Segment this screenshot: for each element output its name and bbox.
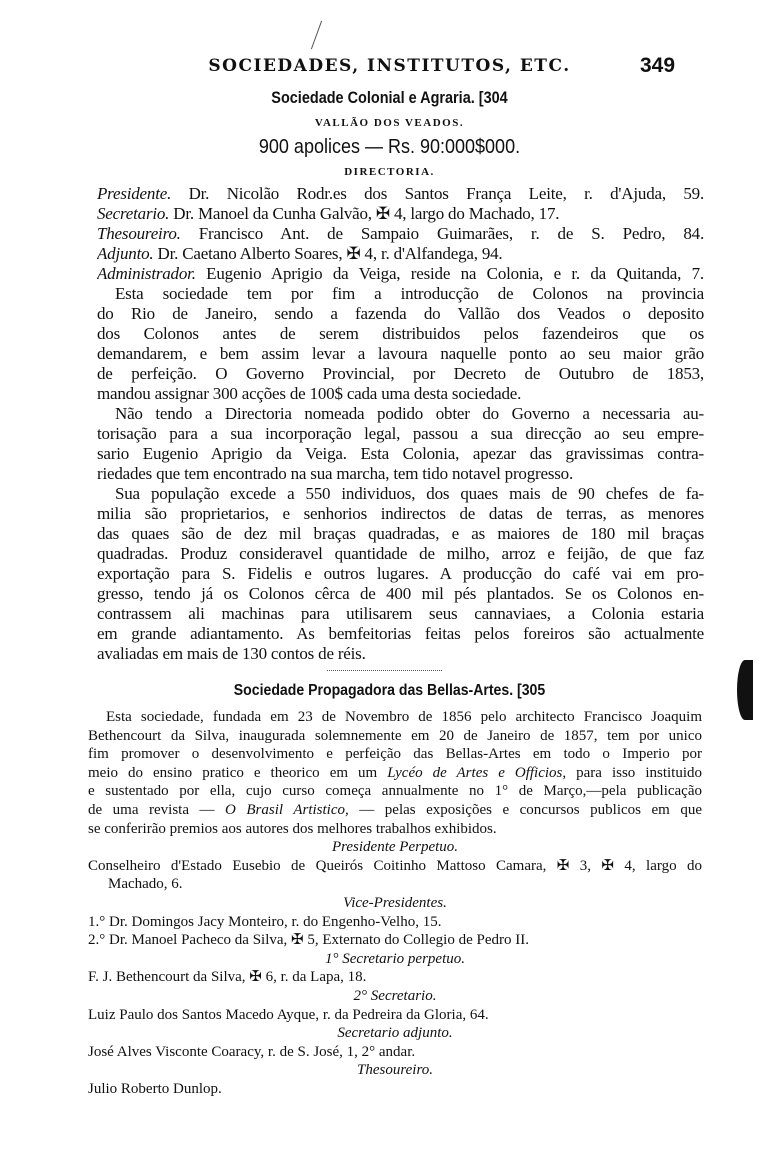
text-line [88,968,702,987]
text-line [97,644,704,664]
role-heading [88,1024,702,1043]
italic-text: Lycéo de Artes e Officios, [387,764,567,781]
text-line [97,624,704,644]
text-line [97,524,704,544]
text-line [97,544,704,564]
role-heading [88,838,702,857]
text-line [88,1006,702,1025]
text-span: Julio Roberto Dunlop. [88,1080,222,1097]
italic-text: Presidente Perpetuo. [331,839,459,856]
text-span: Sua população excede a 550 individuos, dos quaes mais de 90 chefes de fa- [115,484,704,503]
italic-text: Thesoureiro. [357,1062,433,1079]
text-line [88,857,702,876]
text-span: Esta sociedade tem por fim a introducção de Colonos na provincia [115,284,704,303]
text-span: Esta sociedade, fundada em 23 de Novembro de 1856 pelo architecto Francisco Joaquim [106,709,702,725]
text-line [97,184,704,204]
page-edge-mark [737,660,753,720]
text-line [88,801,702,820]
text-span: meio do ensino pratico e theorico em um [88,764,388,781]
text-line [97,584,704,604]
text-span: — pelas exposições e concursos publicos em que [348,801,702,818]
section-title: Sociedade Propagadora das Bellas-Artes. [305 [233,682,546,699]
text-span: 2.° Dr. Manoel Pacheco da Silva, ✠ 5, Externato do Collegio de Pedro II. [88,932,529,949]
text-line [97,564,704,584]
text-span: Luiz Paulo dos Santos Macedo Ayque, r. da Pedreira da Gloria, 64. [88,1006,489,1023]
section1-body [97,184,704,664]
text-line [88,820,702,839]
role-heading [88,987,702,1006]
text-span: demandarem, e bem assim levar a lavoura naquelle ponto ao seu maior grão [97,344,704,363]
text-span: do Rio de Janeiro, sendo a fazenda do Vallão dos Veados o deposito [97,304,704,323]
text-line [88,745,702,764]
text-span: gresso, tendo já os Colonos cêrca de 400 mil pés plantados. Se os Colonos en- [97,584,704,603]
italic-text: Secretario adjunto. [337,1025,453,1042]
text-line [97,444,704,464]
text-line [97,404,704,424]
section2-body [88,708,702,1098]
italic-text: Vice-Presidentes. [343,894,447,911]
section-divider [327,670,442,671]
text-span: Francisco Ant. de Sampaio Guimarães, r. de S. Pedro, 84. [180,224,704,243]
text-line [97,304,704,324]
text-line [88,764,702,783]
text-line [97,604,704,624]
text-line [88,875,702,894]
text-line [97,424,704,444]
text-span: das quaes são de dez mil braças quadradas, e as maiores de 180 mil braças [97,524,704,543]
section-subtitle: VALLÃO DOS VEADOS. [314,117,465,129]
text-span: dos Colonos antes de serem distribuidos pelos fazendeiros que os [97,324,704,343]
text-span: e sustentado por ella, cujo curso começa annualmente no 1° de Março,—pela publicação [88,783,702,800]
text-span: contrassem ali machinas para utilisarem seus cannaviaes, a Colonia estaria [97,604,704,623]
text-line [97,504,704,524]
italic-text: Administrador. [97,264,196,283]
italic-text: Adjunto. [97,244,154,263]
running-title: SOCIEDADES, INSTITUTOS, ETC. [208,56,571,76]
text-line [97,344,704,364]
text-line [97,324,704,344]
text-span: de perfeição. O Governo Provincial, por Decreto de Outubro de 1853, [97,364,704,383]
text-line [97,464,704,484]
text-span: torisação para a sua incorporação legal, passou a sua direcção ao seu empre- [97,424,704,443]
text-span: riedades que tem encontrado na sua marcha, tem tido notavel progresso. [97,464,573,483]
text-line [88,1043,702,1062]
text-line [97,204,704,224]
text-span: quadradas. Produz consideravel quantidade de milho, arroz e feijão, de que faz [97,544,704,563]
page-number: 349 [640,54,676,77]
text-span: Dr. Manoel da Cunha Galvão, ✠ 4, largo do Machado, 17. [169,204,560,223]
text-line [88,782,702,801]
text-span: de uma revista — [88,801,226,818]
text-line [88,727,702,746]
text-line [97,264,704,284]
text-span: 1.° Dr. Domingos Jacy Monteiro, r. do Engenho-Velho, 15. [88,913,442,930]
text-span: F. J. Bethencourt da Silva, ✠ 6, r. da Lapa, 18. [88,969,367,986]
italic-text: O Brasil Artistico, [225,801,349,818]
role-heading [88,950,702,969]
capital-line: 900 apolices — Rs. 90:000$000. [258,136,521,158]
directoria-heading: DIRECTORIA. [344,166,435,178]
text-line [88,1080,702,1099]
text-line [88,931,702,950]
scan-mark [311,21,322,50]
text-span: Conselheiro d'Estado Eusebio de Queirós Coitinho Mattoso Camara, ✠ 3, ✠ 4, largo do [88,857,702,874]
text-line [97,244,704,264]
section-title: Sociedade Colonial e Agraria. [304 [271,88,508,107]
text-span: Dr. Caetano Alberto Soares, ✠ 4, r. d'Alfandega, 94. [153,244,503,263]
text-line [97,484,704,504]
text-span: Dr. Nicolão Rodr.es dos Santos França Leite, r. d'Ajuda, 59. [171,184,704,203]
italic-text: 2° Secretario. [353,987,437,1004]
text-line [97,284,704,304]
text-span: Machado, 6. [108,876,183,893]
text-span: em grande adiantamento. As bemfeitorias feitas pelos foreiros são actualmente [97,624,704,643]
text-span: mandou assignar 300 acções de 100$ cada uma desta sociedade. [97,384,522,403]
italic-text: Secretario. [97,204,170,223]
text-span: para isso instituido [566,764,702,781]
text-span: Eugenio Aprigio da Veiga, reside na Colonia, e r. da Quitanda, 7. [195,264,704,283]
italic-text: 1° Secretario perpetuo. [325,950,465,967]
text-line [97,384,704,404]
text-line [88,913,702,932]
italic-text: Presidente. [97,184,172,203]
text-span: exportação para S. Fidelis e outros lugares. A producção do café vai em pro- [97,564,704,583]
role-heading [88,1061,702,1080]
text-span: José Alves Visconte Coaracy, r. de S. José, 1, 2° andar. [88,1043,416,1060]
text-span: Não tendo a Directoria nomeada podido obter do Governo a necessaria au- [115,404,704,423]
text-line [97,364,704,384]
text-span: milia são proprietarios, e senhorios indirectos de datas de terras, as menores [97,504,704,523]
text-line [97,224,704,244]
role-heading [88,894,702,913]
text-span: Bethencourt da Silva, inaugurada solemnemente em 20 de Janeiro de 1857, tem por unico [88,727,702,744]
text-span: fim promover o desenvolvimento e perfeição das Bellas-Artes em todo o Imperio por [88,746,702,763]
text-span: se conferirão premios aos autores dos melhores trabalhos exhibidos. [88,820,497,837]
italic-text: Thesoureiro. [97,224,181,243]
text-span: avaliadas em mais de 130 contos de réis. [97,644,366,663]
text-line [88,708,702,727]
text-span: sario Eugenio Aprigio da Veiga. Esta Colonia, apezar das gravissimas contra- [97,444,704,463]
